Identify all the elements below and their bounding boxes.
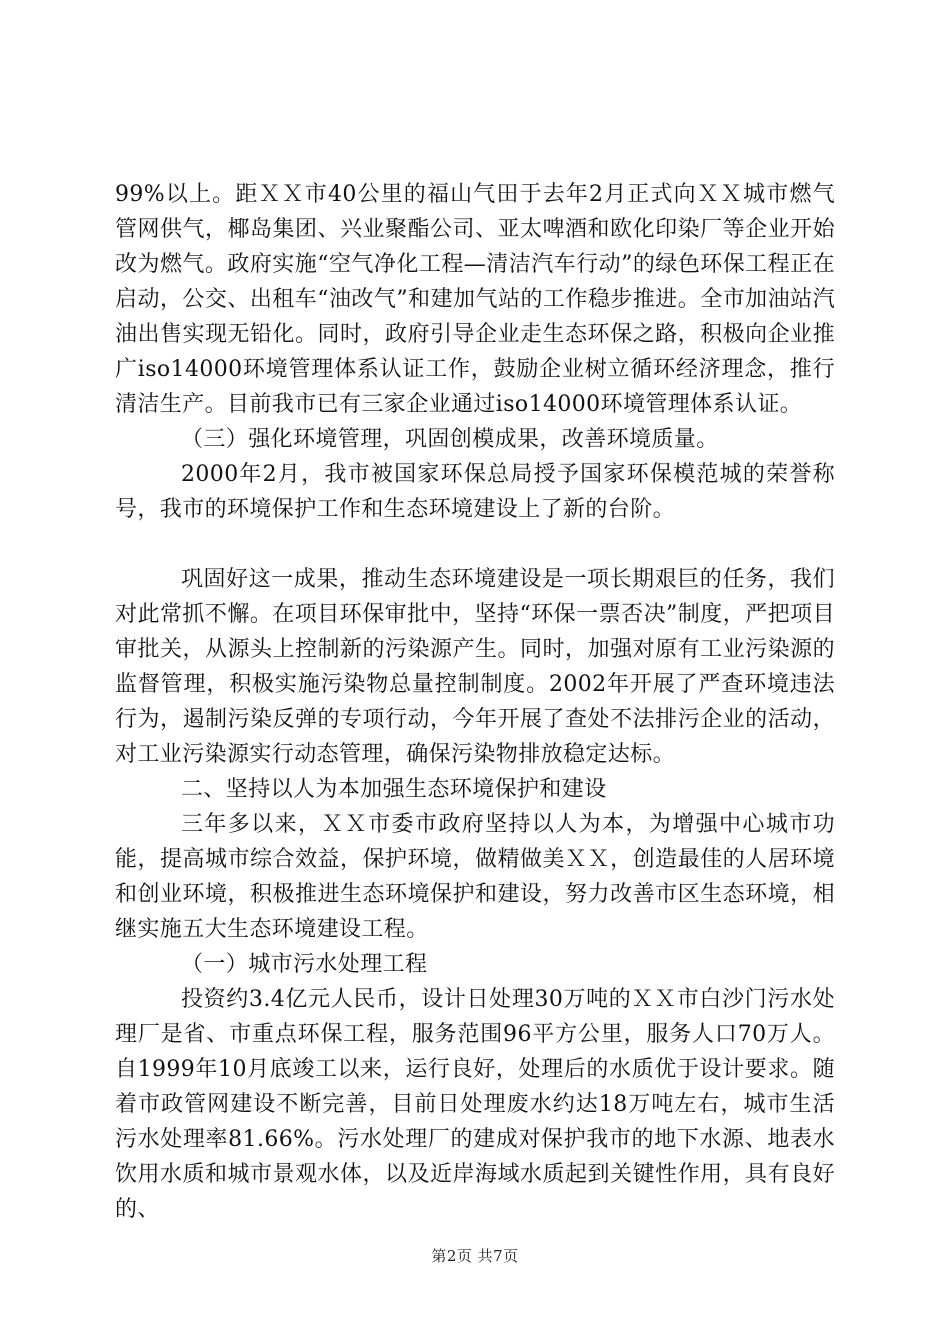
document-body [115,177,835,1227]
paragraph-people-oriented: 三年多以来，ＸＸ市委市政府坚持以人为本，为增强中心城市功能，提高城市综合效益，保护环境，做精做美ＸＸ，创造最佳的人居环境和创业环境，积极推进生态环境保护和建设，努力改善市区生态环境，相继实施五大生态环境建设工程。 [115,812,835,942]
page-number: 第2页 共7页 [431,1247,519,1265]
paragraph-award: 2000年2月，我市被国家环保总局授予国家环保模范城的荣誉称号，我市的环境保护工作和生态环境建设上了新的台阶。 [115,462,835,522]
paragraph-sewage-plant: 投资约3.4亿元人民币，设计日处理30万吨的ＸＸ市白沙门污水处理厂是省、市重点环保工程，服务范围96平方公里，服务人口70万人。自1999年10月底竣工以来，运行良好，处理后的水质优于设计要求。随着市政管网建设不断完善，目前日处理废水约达18万吨左右，城市生活污水处理率81.66%。污水处理厂的建成对保护我市的地下水源、地表水饮用水质和城市景观水体，以及近岸海域水质起到关键性作用，具有良好的、 [115,987,835,1222]
paragraph-continuation: 99%以上。距ＸＸ市40公里的福山气田于去年2月正式向ＸＸ城市燃气管网供气，椰岛集团、兴业聚酯公司、亚太啤酒和欧化印染厂等企业开始改为燃气。政府实施“空气净化工程—清洁汽车行动”的绿色环保工程正在启动，公交、出租车“油改气”和建加气站的工作稳步推进。全市加油站汽油出售实现无铅化。同时，政府引导企业走生态环保之路，积极向企业推广iso14000环境管理体系认证工作，鼓励企业树立循环经济理念，推行清洁生产。目前我市已有三家企业通过iso14000环境管理体系认证。 [115,182,835,417]
section-heading-2: 二、坚持以人为本加强生态环境保护和建设 [181,777,607,802]
section-heading-3: （三）强化环境管理，巩固创模成果，改善环境质量。 [181,427,719,452]
paragraph-consolidation: 巩固好这一成果，推动生态环境建设是一项长期艰巨的任务，我们对此常抓不懈。在项目环保审批中，坚持“环保一票否决”制度，严把项目审批关，从源头上控制新的污染源产生。同时，加强对原有工业污染源的监督管理，积极实施污染物总量控制制度。2002年开展了严查环境违法行为，遏制污染反弹的专项行动，今年开展了查处不法排污企业的活动，对工业污染源实行动态管理，确保污染物排放稳定达标。 [115,567,835,767]
blank-line [115,527,835,562]
subsection-heading-1: （一）城市污水处理工程 [181,952,428,977]
